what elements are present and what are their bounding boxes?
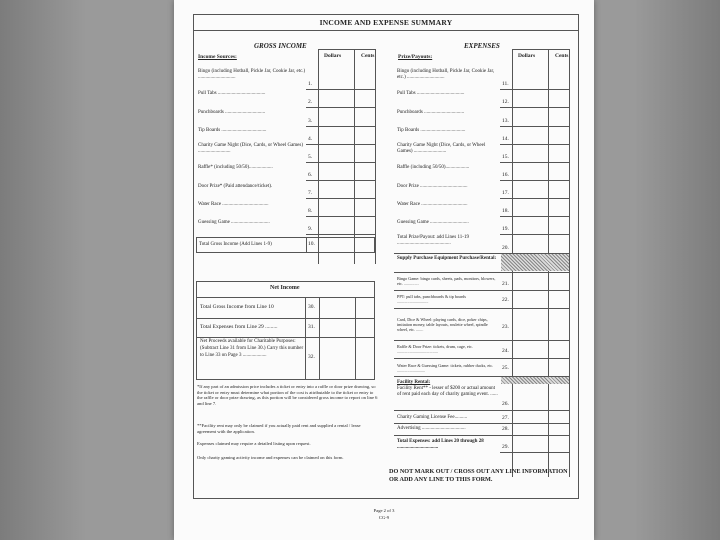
expense-row-line xyxy=(500,452,569,453)
gross-row-line xyxy=(306,89,375,90)
expense-row-line xyxy=(394,435,569,436)
expense-row-line xyxy=(394,358,569,359)
expense-row-num: 29. xyxy=(502,444,509,450)
gross-grid-line xyxy=(375,49,376,264)
admission-note: *If any part of an admission price includes a ticket or entry into a raffle or door prize drawing, so the ticket or entry must determine what portion of the cost is attributable to the ticket or entry to the raffle or door prize drawing, as this portion will be considered gross income to report on line 6 and line 7. xyxy=(197,384,378,406)
expense-row-label: Guessing Game ............................... xyxy=(397,220,469,225)
expense-row-label: Door Prize ...................................... xyxy=(397,184,468,189)
net-grid-line xyxy=(355,297,356,379)
expense-row-num: 24. xyxy=(502,348,509,354)
expense-row-line xyxy=(394,308,569,309)
facility-heading: Facility Rental: xyxy=(397,380,431,385)
expense-row-label: Charity Game Night (Dice, Cards, or Wheel Games) .......................... xyxy=(397,143,486,154)
expenses-heading: EXPENSES xyxy=(464,42,500,50)
expense-row-num: 13. xyxy=(502,118,509,124)
gross-row-label: Tip Boards .................................... xyxy=(198,128,267,133)
facility-row-label: Charity Gaming License Fee.......... xyxy=(397,415,468,420)
expense-row-num: 17. xyxy=(502,190,509,196)
expense-row-line xyxy=(500,144,569,145)
supply-row-label: Card, Dice & Wheel: playing cards, dice, poker chips, imitation money, table layouts, roulette wheel, spindle wheel, etc. ....... xyxy=(397,317,488,332)
gross-row-label: Charity Game Night (Dice, Cards, or Wheel Games) .......................... xyxy=(198,143,304,154)
net-row-line xyxy=(197,318,374,319)
expense-row-line xyxy=(500,216,569,217)
gross-row-num: 2. xyxy=(308,99,313,105)
gross-row-num: 9. xyxy=(308,226,313,232)
expense-row-line xyxy=(500,180,569,181)
gross-row-num: 1. xyxy=(308,81,313,87)
gross-grid-line xyxy=(354,49,355,264)
gross-row-label: Raffle* (including 50/50)................... xyxy=(198,165,273,170)
form-page xyxy=(174,0,594,540)
expense-row-num: 26. xyxy=(502,401,509,407)
gross-row-line xyxy=(306,126,375,127)
expense-row-num: 20. xyxy=(502,245,509,251)
expense-row-label: Pull Tabs ...................................... xyxy=(397,91,465,96)
gross-row-line xyxy=(306,198,375,199)
expense-row-num: 12. xyxy=(502,99,509,105)
do-not-mark-warning: DO NOT MARK OUT / CROSS OUT ANY LINE INFORMATION OR ADD ANY LINE TO THIS FORM. xyxy=(389,468,568,483)
expense-row-num: 21. xyxy=(502,281,509,287)
gross-row-line xyxy=(306,237,307,253)
expense-row-label: Tip Boards .................................... xyxy=(397,128,466,133)
net-row-num: 31. xyxy=(308,324,315,330)
expense-row-num: 23. xyxy=(502,324,509,330)
net-row-label: Total Expenses from Line 29 ......... xyxy=(200,324,278,330)
expense-row-label: Raffle (including 50/50)................... xyxy=(397,165,470,170)
expense-row-line xyxy=(500,198,569,199)
gross-row-label: Guessing Game ............................... xyxy=(198,220,270,225)
expense-row-line xyxy=(394,340,569,341)
net-income-title: Net Income xyxy=(270,285,300,291)
net-row-num: 32. xyxy=(308,354,315,360)
gross-row-line xyxy=(306,234,375,235)
supply-row-label: PPT: pull tabs, punchboards & tip boards .............................. xyxy=(397,294,466,304)
gross-row-label: Pull Tabs ...................................... xyxy=(198,91,266,96)
expense-row-label: Bingo (including Hotball, Pickle Jar, Cookie Jar, etc.) .............................. xyxy=(397,69,495,80)
expense-row-line xyxy=(500,107,569,108)
page-number: Page 2 of 3 xyxy=(373,508,395,513)
income-sources-label: Income Sources: xyxy=(198,54,237,60)
expense-row-line xyxy=(394,423,569,424)
net-income-box xyxy=(196,281,375,380)
expense-row-line xyxy=(394,290,569,291)
only-charity-note: Only charity gaming activity income and expenses can be claimed on this form. xyxy=(197,455,344,460)
expense-row-line xyxy=(394,272,569,273)
gross-row-line xyxy=(306,180,375,181)
gross-row-label: Door Prize* (Paid attendance/ticket). xyxy=(198,184,273,189)
expense-row-num: 27. xyxy=(502,415,509,421)
expense-cents-header: Cents xyxy=(555,53,569,59)
gross-row-line xyxy=(306,216,375,217)
hatched-cell xyxy=(501,254,569,271)
supply-row-label: Water Race & Guessing Game: tickets, rubber ducks, etc. ........................... xyxy=(397,363,494,373)
expense-row-line xyxy=(500,234,569,235)
gross-grid-line xyxy=(318,49,375,50)
gross-row-line xyxy=(306,107,375,108)
expense-row-label: Water Race ..................................... xyxy=(397,202,468,207)
form-code: CG-9 xyxy=(378,515,390,520)
gross-row-num: 4. xyxy=(308,136,313,142)
expense-grid-line xyxy=(512,49,569,50)
net-row-line xyxy=(197,337,374,338)
expense-row-num: 19. xyxy=(502,226,509,232)
facility-row-label: Facility Rent** - lesser of $200 or actual amount of rent paid each day of charity gaming event. ...... xyxy=(397,386,498,397)
expense-row-num: 11. xyxy=(502,81,509,87)
prize-payouts-label: Prize/Payouts: xyxy=(398,54,433,60)
expense-row-num: 15. xyxy=(502,154,509,160)
expense-row-label: Punchboards ................................ xyxy=(397,110,465,115)
gross-row-num: 7. xyxy=(308,190,313,196)
form-title: INCOME AND EXPENSE SUMMARY xyxy=(194,15,578,31)
expense-row-line xyxy=(500,162,569,163)
hatched-cell xyxy=(501,377,569,384)
expense-row-num: 16. xyxy=(502,172,509,178)
expense-row-label: Total Prize/Payout: add Lines 11-19 ........................................... xyxy=(397,235,469,246)
facility-rent-note: **Facility rent may only be claimed if you actually paid rent and supplied a rental / lease agreement with the application. xyxy=(197,423,361,434)
supply-heading: Supply Purchase Equipment Purchase/Rental: xyxy=(397,256,497,261)
expense-row-num: 28. xyxy=(502,426,509,432)
gross-row-num: 6. xyxy=(308,172,313,178)
expense-row-num: 25. xyxy=(502,365,509,371)
gross-dollars-header: Dollars xyxy=(324,53,342,59)
facility-row-label: Advertising ................................... xyxy=(397,426,466,431)
gross-row-line xyxy=(306,162,375,163)
supply-row-label: Raffle & Door Prize: tickets, drum, cage, etc. ....................................... xyxy=(397,344,473,354)
expense-row-num: 22. xyxy=(502,297,509,303)
net-row-num: 30. xyxy=(308,304,315,310)
expense-row-line xyxy=(500,89,569,90)
expense-listing-note: Expenses claimed may require a detailed listing upon request. xyxy=(197,441,311,446)
gross-row-num: 8. xyxy=(308,208,313,214)
form-border xyxy=(193,14,579,499)
expense-row-line xyxy=(500,126,569,127)
gross-row-num: 3. xyxy=(308,118,313,124)
gross-income-heading: GROSS INCOME xyxy=(254,42,307,50)
net-row-label: Net Proceeds available for Charitable Purposes: (Subtract Line 31 from Line 30.) Carry this number to Line 33 on Page 3 ................... xyxy=(200,339,304,358)
expense-row-line xyxy=(394,410,569,411)
gross-row-label: Punchboards ................................ xyxy=(198,110,266,115)
supply-row-label: Bingo Game: bingo cards, sheets, pads, monitors, blowers, etc. .............. xyxy=(397,276,496,286)
net-grid-line xyxy=(305,297,306,379)
gross-row-label: Water Race ..................................... xyxy=(198,202,269,207)
gross-row-label: Total Gross Income (Add Lines 1-9) xyxy=(199,242,272,247)
gross-row-num: 10. xyxy=(308,241,315,247)
gross-row-num: 5. xyxy=(308,154,313,160)
facility-row-label: Total Expenses: add Lines 20 through 28 ................................. xyxy=(397,439,484,450)
gross-grid-line xyxy=(318,49,319,264)
gross-row-line xyxy=(306,144,375,145)
net-grid-line xyxy=(319,297,320,379)
expense-dollars-header: Dollars xyxy=(518,53,536,59)
expense-grid-line xyxy=(569,49,570,477)
expense-row-num: 18. xyxy=(502,208,509,214)
gross-cents-header: Cents xyxy=(361,53,375,59)
net-row-label: Total Gross Income from Line 10 xyxy=(200,304,274,310)
expense-row-num: 14. xyxy=(502,136,509,142)
net-row-line xyxy=(197,297,374,298)
gross-row-label: Bingo (including Hotball, Pickle Jar, Cookie Jar, etc.) .............................. xyxy=(198,69,306,80)
